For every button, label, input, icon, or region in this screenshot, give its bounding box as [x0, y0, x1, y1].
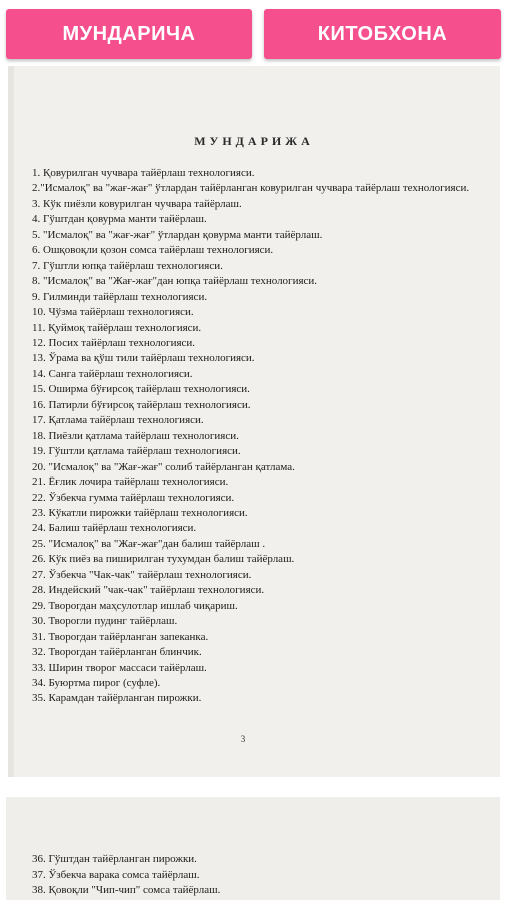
contents-item[interactable]: 38. Қовоқли "Чип-чип" сомса тайёрлаш. [32, 884, 221, 896]
page-title: МУНДАРИЖА [194, 134, 314, 148]
document-page-next [6, 797, 500, 900]
contents-item[interactable]: 36. Гўштдан тайёрланган пирожки. [32, 853, 197, 865]
contents-item[interactable]: 9. Гилминди тайёрлаш технологияси. [32, 290, 208, 303]
contents-item[interactable]: 27. Ўзбекча "Чак-чак" тайёрлаш технологияси. [32, 568, 252, 581]
contents-item[interactable]: 8. "Исмалоқ" ва "Жағ-жағ"дан юпқа тайёрлаш технологияси. [32, 275, 318, 288]
contents-item[interactable]: 24. Балиш тайёрлаш технологияси. [32, 522, 197, 535]
contents-item[interactable]: 21. Ёғлик лочира тайёрлаш технологияси. [32, 476, 229, 489]
contents-item[interactable]: 37. Ўзбекча варака сомса тайёрлаш. [32, 868, 200, 881]
contents-button[interactable]: МУНДАРИЧА [6, 9, 252, 59]
contents-item[interactable]: 17. Қатлама тайёрлаш технологияси. [32, 414, 204, 427]
contents-item[interactable]: 4. Гўштдан қовурма манти тайёрлаш. [32, 213, 207, 226]
contents-item[interactable]: 15. Оширма бўғирсоқ тайёрлаш технологияси. [32, 383, 250, 396]
contents-item[interactable]: 30. Творогли пудинг тайёрлаш. [32, 615, 178, 628]
contents-item[interactable]: 5. "Исмалоқ" ва "жағ-жағ" ўтлардан қовурма манти тайёрлаш. [32, 228, 323, 241]
page-edge-shadow [8, 66, 14, 777]
contents-item[interactable]: 16. Патирли бўғирсоқ тайёрлаш технологияси. [32, 398, 251, 411]
contents-item[interactable]: 2."Исмалоқ" ва "жағ-жағ" ўтлардан тайёрланган ковурилган чучвара тайёрлаш технологияси. [32, 182, 470, 195]
page-gap [0, 777, 506, 797]
library-button[interactable]: КИТОБХОНА [264, 9, 501, 59]
contents-item[interactable]: 25. "Исмалоқ" ва "Жағ-жағ"дан балиш тайёрлаш . [32, 537, 266, 550]
contents-item[interactable]: 18. Пиёзли қатлама тайёрлаш технологияси. [32, 429, 239, 442]
contents-list-continued [32, 852, 472, 899]
contents-item[interactable]: 11. Қуймоқ тайёрлаш технологияси. [32, 321, 202, 334]
contents-item[interactable]: 7. Гўштли юпқа тайёрлаш технологияси. [32, 259, 223, 272]
contents-item[interactable]: 12. Посих тайёрлаш технологияси. [32, 336, 196, 349]
contents-item[interactable]: 10. Чўзма тайёрлаш технологияси. [32, 306, 194, 319]
contents-item[interactable]: 22. Ўзбекча гумма тайёрлаш технологияси. [32, 491, 235, 504]
contents-item[interactable]: 33. Ширин творог массаси тайёрлаш. [32, 661, 207, 674]
contents-item[interactable]: 6. Ошқовоқли қозон сомса тайёрлаш технологияси. [32, 244, 274, 257]
page-number: 3 [240, 734, 246, 744]
contents-item[interactable]: 14. Санга тайёрлаш технологияси. [32, 367, 193, 380]
contents-item[interactable]: 3. Кўк пиёзли ковурилган чучвара тайёрлаш. [32, 197, 242, 210]
contents-item[interactable]: 19. Гўштли қатлама тайёрлаш технологияси. [32, 445, 241, 458]
contents-item[interactable]: 32. Творогдан тайёрланган блинчик. [32, 646, 202, 659]
contents-item[interactable]: 28. Индейский "чак-чак" тайёрлаш технологияси. [32, 584, 265, 597]
contents-item[interactable]: 29. Творогдан маҳсулотлар ишлаб чиқариш. [32, 599, 238, 612]
top-bar [0, 0, 506, 66]
document-page [8, 66, 500, 777]
contents-item[interactable]: 31. Творогдан тайёрланган запеканка. [32, 630, 209, 643]
contents-item[interactable]: 35. Карамдан тайёрланган пирожки. [32, 692, 202, 705]
contents-item[interactable]: 20. "Исмалоқ" ва "Жағ-жағ" солиб тайёрланган қатлама. [32, 460, 295, 473]
contents-item[interactable]: 26. Кўк пиёз ва пиширилган тухумдан балиш тайёрлаш. [32, 553, 295, 566]
contents-list [32, 166, 474, 707]
contents-item[interactable]: 13. Ўрама ва қўш тили тайёрлаш технологияси. [32, 352, 255, 365]
contents-item[interactable]: 1. Қовурилган чучвара тайёрлаш технологияси. [32, 167, 255, 179]
contents-item[interactable]: 34. Буюртма пирог (суфле). [32, 676, 161, 689]
contents-item[interactable]: 23. Кўкатли пирожки тайёрлаш технологияси. [32, 506, 248, 519]
